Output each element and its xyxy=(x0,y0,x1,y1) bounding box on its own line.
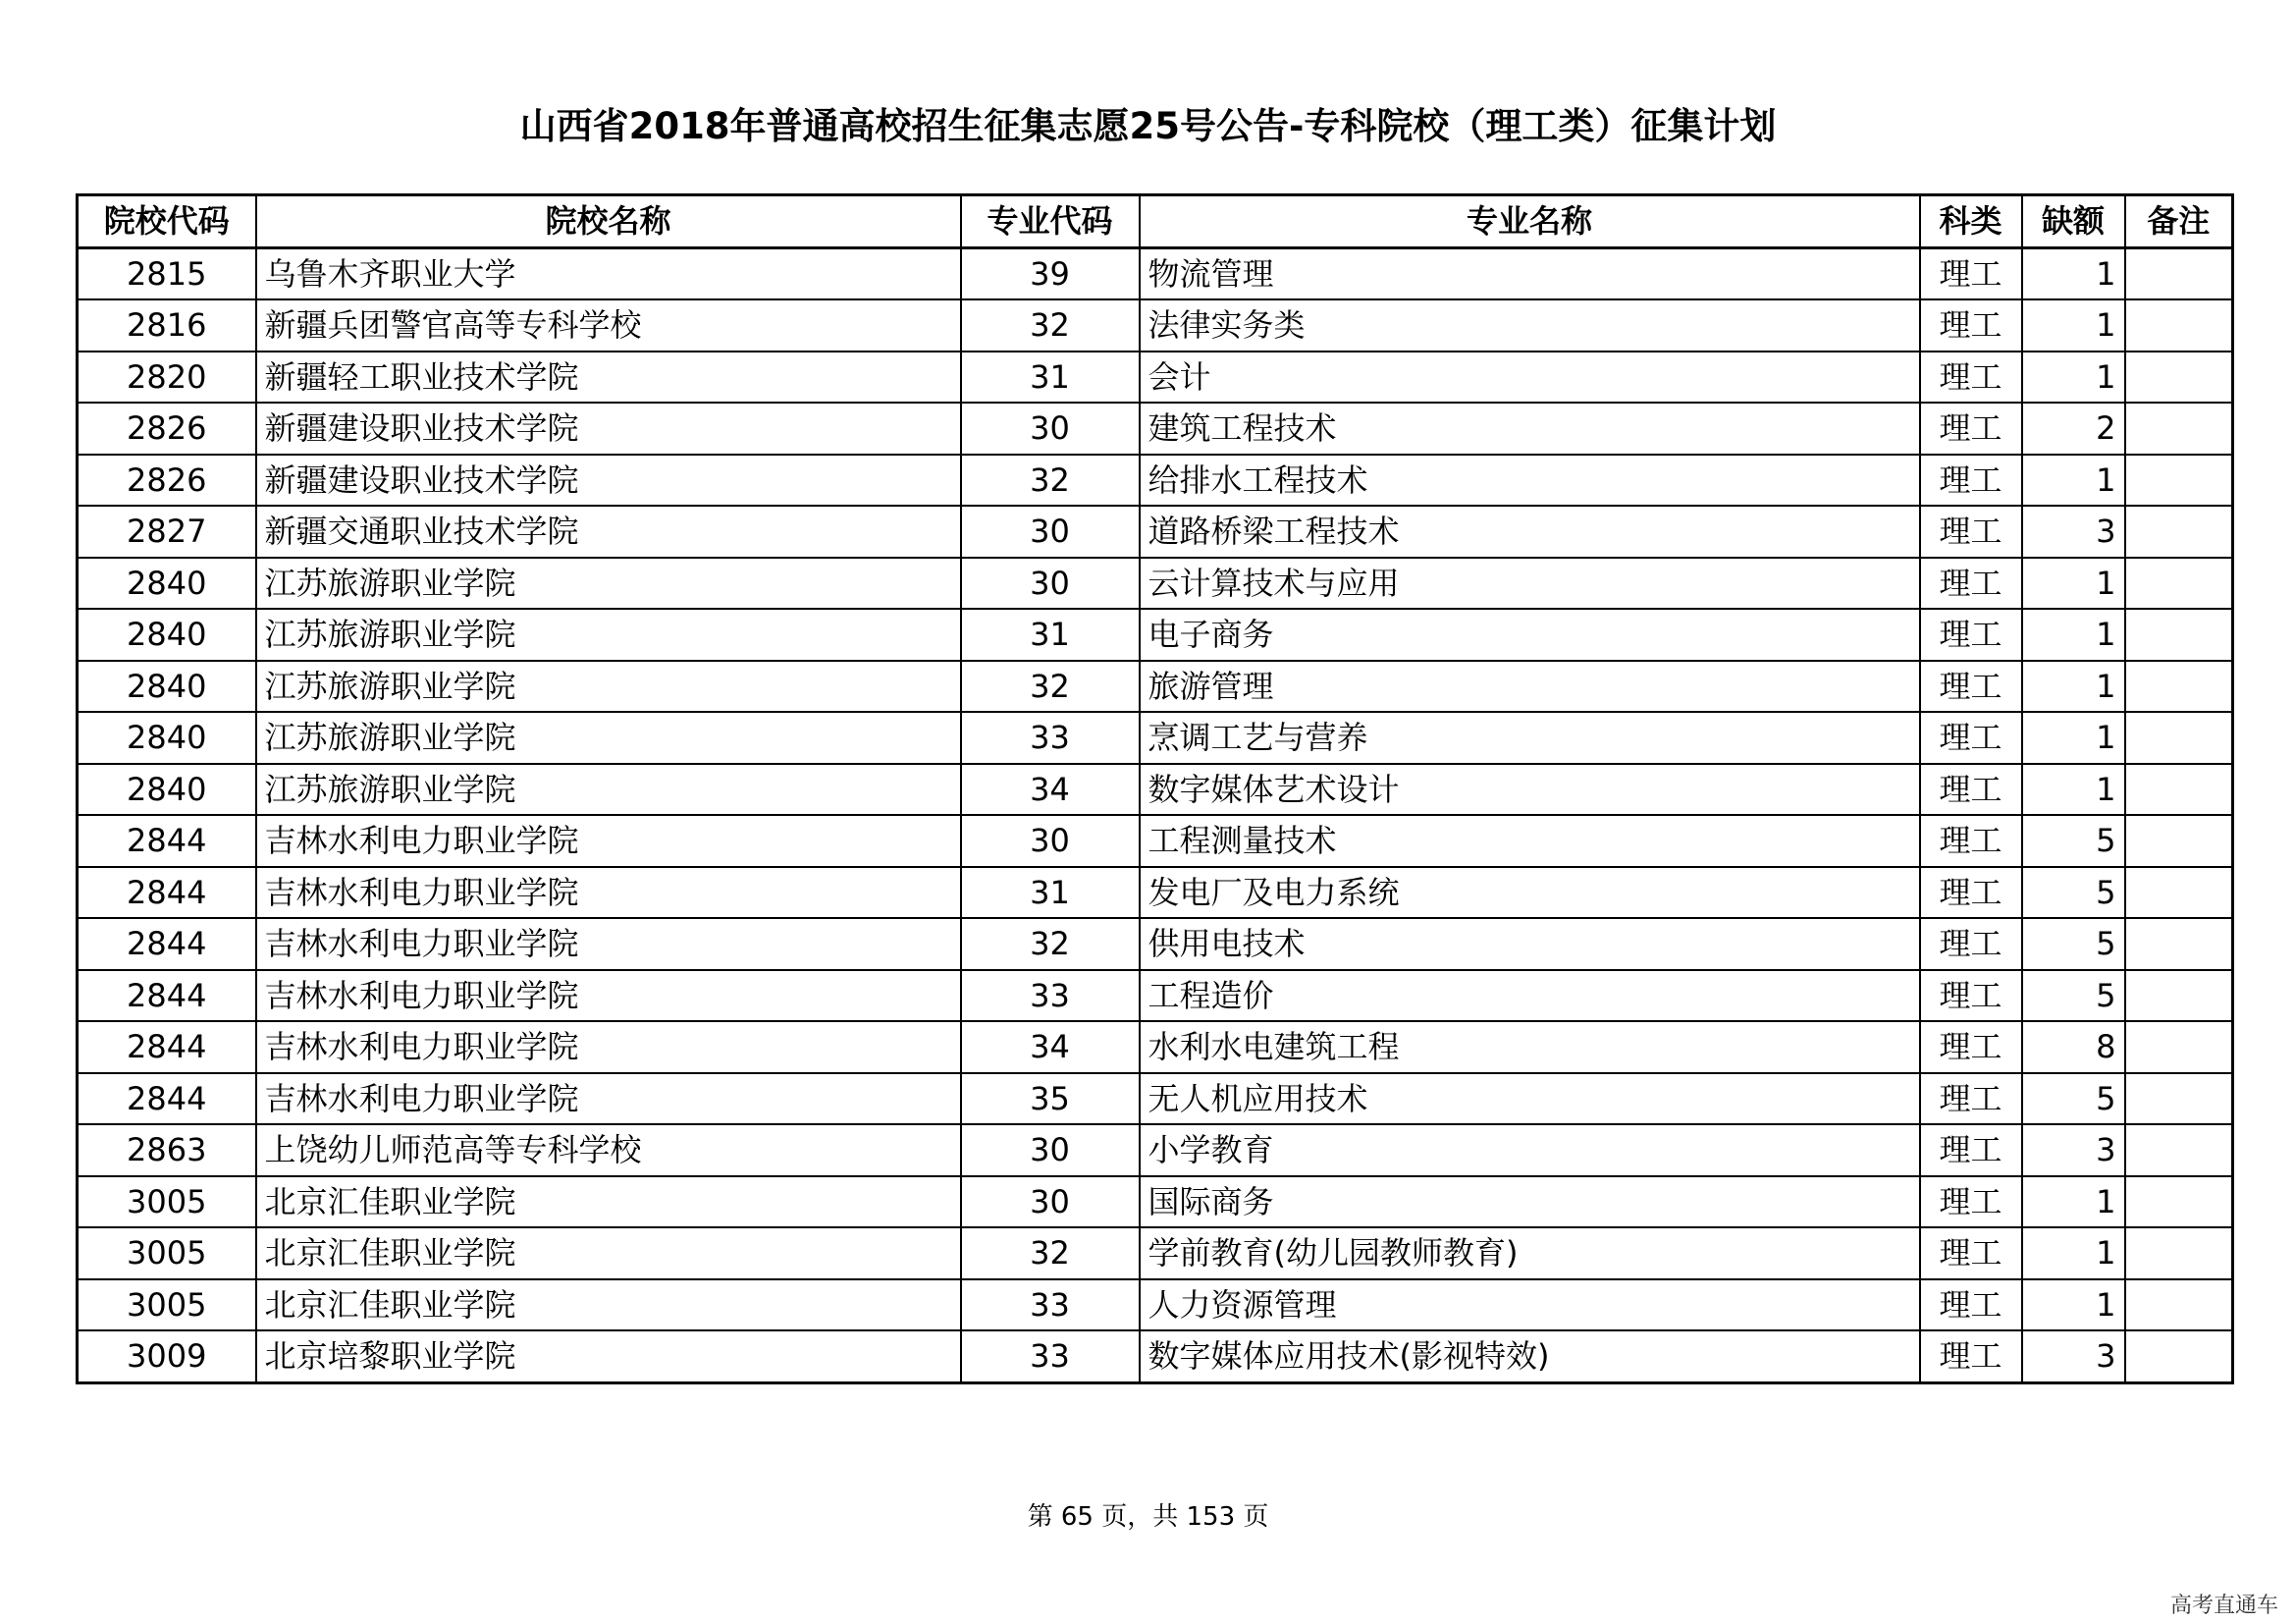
cell-school-code: 2840 xyxy=(78,661,256,713)
cell-school-code: 2827 xyxy=(78,506,256,558)
cell-school-code: 2816 xyxy=(78,299,256,352)
cell-remark xyxy=(2125,918,2233,970)
table-row xyxy=(78,455,2233,507)
cell-major-code: 30 xyxy=(961,558,1140,610)
cell-school-code: 3005 xyxy=(78,1176,256,1228)
table-row xyxy=(78,1073,2233,1125)
table-row xyxy=(78,815,2233,867)
cell-quota: 1 xyxy=(2022,1176,2125,1228)
table-row xyxy=(78,506,2233,558)
cell-school-code: 2826 xyxy=(78,403,256,455)
table-header-row xyxy=(78,195,2233,248)
header-major-name: 专业名称 xyxy=(1140,195,1920,248)
cell-category: 理工 xyxy=(1920,1279,2022,1331)
cell-school-name: 江苏旅游职业学院 xyxy=(256,712,961,764)
cell-quota: 5 xyxy=(2022,815,2125,867)
cell-quota: 1 xyxy=(2022,712,2125,764)
cell-school-name: 江苏旅游职业学院 xyxy=(256,558,961,610)
table-row xyxy=(78,247,2233,299)
cell-major-code: 31 xyxy=(961,609,1140,661)
cell-remark xyxy=(2125,1279,2233,1331)
cell-quota: 1 xyxy=(2022,352,2125,404)
header-school-name: 院校名称 xyxy=(256,195,961,248)
cell-category: 理工 xyxy=(1920,815,2022,867)
cell-category: 理工 xyxy=(1920,609,2022,661)
cell-school-code: 2844 xyxy=(78,815,256,867)
cell-major-name: 国际商务 xyxy=(1140,1176,1920,1228)
cell-remark xyxy=(2125,1124,2233,1176)
cell-quota: 5 xyxy=(2022,918,2125,970)
cell-major-name: 会计 xyxy=(1140,352,1920,404)
cell-school-code: 2840 xyxy=(78,558,256,610)
cell-category: 理工 xyxy=(1920,764,2022,816)
cell-remark xyxy=(2125,867,2233,919)
cell-major-name: 无人机应用技术 xyxy=(1140,1073,1920,1125)
header-quota: 缺额 xyxy=(2022,195,2125,248)
cell-quota: 1 xyxy=(2022,299,2125,352)
cell-remark xyxy=(2125,970,2233,1022)
cell-school-name: 吉林水利电力职业学院 xyxy=(256,867,961,919)
cell-quota: 3 xyxy=(2022,506,2125,558)
cell-school-name: 新疆兵团警官高等专科学校 xyxy=(256,299,961,352)
header-remark: 备注 xyxy=(2125,195,2233,248)
cell-remark xyxy=(2125,558,2233,610)
cell-quota: 1 xyxy=(2022,455,2125,507)
cell-quota: 1 xyxy=(2022,247,2125,299)
cell-remark xyxy=(2125,661,2233,713)
cell-school-name: 江苏旅游职业学院 xyxy=(256,661,961,713)
cell-major-code: 31 xyxy=(961,352,1140,404)
cell-major-name: 物流管理 xyxy=(1140,247,1920,299)
cell-school-code: 2820 xyxy=(78,352,256,404)
cell-major-code: 30 xyxy=(961,403,1140,455)
page-footer: 第 65 页，共 153 页 xyxy=(1027,1502,1269,1532)
cell-major-code: 39 xyxy=(961,247,1140,299)
cell-school-name: 江苏旅游职业学院 xyxy=(256,609,961,661)
cell-remark xyxy=(2125,299,2233,352)
cell-major-code: 32 xyxy=(961,1227,1140,1279)
cell-school-code: 2844 xyxy=(78,867,256,919)
cell-school-name: 北京汇佳职业学院 xyxy=(256,1227,961,1279)
table-row xyxy=(78,1279,2233,1331)
cell-major-code: 32 xyxy=(961,455,1140,507)
cell-major-code: 30 xyxy=(961,1124,1140,1176)
cell-major-name: 工程造价 xyxy=(1140,970,1920,1022)
cell-remark xyxy=(2125,403,2233,455)
cell-category: 理工 xyxy=(1920,918,2022,970)
page-title: 山西省2018年普通高校招生征集志愿25号公告-专科院校（理工类）征集计划 xyxy=(519,105,1777,147)
cell-school-code: 2826 xyxy=(78,455,256,507)
cell-quota: 3 xyxy=(2022,1330,2125,1382)
cell-category: 理工 xyxy=(1920,455,2022,507)
table-row xyxy=(78,1227,2233,1279)
cell-quota: 5 xyxy=(2022,1073,2125,1125)
cell-major-code: 30 xyxy=(961,506,1140,558)
cell-school-name: 北京汇佳职业学院 xyxy=(256,1279,961,1331)
cell-school-code: 2844 xyxy=(78,918,256,970)
cell-major-name: 人力资源管理 xyxy=(1140,1279,1920,1331)
table-row xyxy=(78,352,2233,404)
cell-major-name: 建筑工程技术 xyxy=(1140,403,1920,455)
cell-quota: 1 xyxy=(2022,609,2125,661)
cell-major-name: 学前教育(幼儿园教师教育) xyxy=(1140,1227,1920,1279)
cell-school-name: 吉林水利电力职业学院 xyxy=(256,815,961,867)
cell-category: 理工 xyxy=(1920,299,2022,352)
table-row xyxy=(78,558,2233,610)
cell-school-code: 2844 xyxy=(78,1021,256,1073)
cell-major-code: 32 xyxy=(961,299,1140,352)
cell-school-name: 新疆建设职业技术学院 xyxy=(256,403,961,455)
cell-category: 理工 xyxy=(1920,352,2022,404)
cell-category: 理工 xyxy=(1920,1227,2022,1279)
cell-school-code: 3005 xyxy=(78,1227,256,1279)
cell-remark xyxy=(2125,352,2233,404)
cell-remark xyxy=(2125,247,2233,299)
cell-school-name: 乌鲁木齐职业大学 xyxy=(256,247,961,299)
cell-major-name: 烹调工艺与营养 xyxy=(1140,712,1920,764)
cell-major-name: 数字媒体艺术设计 xyxy=(1140,764,1920,816)
table-row xyxy=(78,712,2233,764)
cell-school-name: 江苏旅游职业学院 xyxy=(256,764,961,816)
cell-category: 理工 xyxy=(1920,661,2022,713)
cell-category: 理工 xyxy=(1920,1176,2022,1228)
cell-remark xyxy=(2125,609,2233,661)
table-row xyxy=(78,1176,2233,1228)
cell-school-code: 3005 xyxy=(78,1279,256,1331)
cell-remark xyxy=(2125,712,2233,764)
cell-quota: 2 xyxy=(2022,403,2125,455)
cell-major-name: 小学教育 xyxy=(1140,1124,1920,1176)
cell-major-name: 水利水电建筑工程 xyxy=(1140,1021,1920,1073)
cell-major-code: 34 xyxy=(961,1021,1140,1073)
table-row xyxy=(78,403,2233,455)
cell-school-name: 吉林水利电力职业学院 xyxy=(256,1021,961,1073)
cell-major-name: 电子商务 xyxy=(1140,609,1920,661)
table-row xyxy=(78,299,2233,352)
cell-major-name: 云计算技术与应用 xyxy=(1140,558,1920,610)
cell-major-name: 旅游管理 xyxy=(1140,661,1920,713)
cell-school-name: 新疆交通职业技术学院 xyxy=(256,506,961,558)
cell-quota: 1 xyxy=(2022,661,2125,713)
cell-remark xyxy=(2125,1330,2233,1382)
cell-school-code: 2840 xyxy=(78,764,256,816)
cell-quota: 5 xyxy=(2022,970,2125,1022)
cell-category: 理工 xyxy=(1920,1124,2022,1176)
table-row xyxy=(78,1124,2233,1176)
cell-school-name: 新疆建设职业技术学院 xyxy=(256,455,961,507)
cell-category: 理工 xyxy=(1920,1021,2022,1073)
cell-quota: 8 xyxy=(2022,1021,2125,1073)
cell-remark xyxy=(2125,815,2233,867)
cell-category: 理工 xyxy=(1920,970,2022,1022)
cell-quota: 1 xyxy=(2022,558,2125,610)
cell-quota: 3 xyxy=(2022,1124,2125,1176)
cell-major-name: 发电厂及电力系统 xyxy=(1140,867,1920,919)
cell-major-code: 32 xyxy=(961,661,1140,713)
cell-major-code: 35 xyxy=(961,1073,1140,1125)
cell-category: 理工 xyxy=(1920,506,2022,558)
cell-school-name: 上饶幼儿师范高等专科学校 xyxy=(256,1124,961,1176)
cell-school-name: 吉林水利电力职业学院 xyxy=(256,1073,961,1125)
cell-category: 理工 xyxy=(1920,712,2022,764)
cell-quota: 1 xyxy=(2022,1227,2125,1279)
cell-remark xyxy=(2125,764,2233,816)
cell-major-name: 数字媒体应用技术(影视特效) xyxy=(1140,1330,1920,1382)
cell-major-name: 供用电技术 xyxy=(1140,918,1920,970)
table-body xyxy=(78,247,2233,1382)
cell-remark xyxy=(2125,506,2233,558)
cell-major-name: 道路桥梁工程技术 xyxy=(1140,506,1920,558)
header-category: 科类 xyxy=(1920,195,2022,248)
cell-school-code: 2844 xyxy=(78,970,256,1022)
cell-quota: 1 xyxy=(2022,1279,2125,1331)
header-school-code: 院校代码 xyxy=(78,195,256,248)
cell-major-code: 31 xyxy=(961,867,1140,919)
cell-category: 理工 xyxy=(1920,558,2022,610)
cell-school-code: 2844 xyxy=(78,1073,256,1125)
cell-major-code: 33 xyxy=(961,712,1140,764)
cell-category: 理工 xyxy=(1920,1330,2022,1382)
table-row xyxy=(78,918,2233,970)
cell-school-code: 3009 xyxy=(78,1330,256,1382)
cell-major-code: 34 xyxy=(961,764,1140,816)
cell-remark xyxy=(2125,455,2233,507)
cell-school-name: 北京汇佳职业学院 xyxy=(256,1176,961,1228)
cell-school-code: 2840 xyxy=(78,712,256,764)
table-row xyxy=(78,609,2233,661)
table-row xyxy=(78,764,2233,816)
cell-category: 理工 xyxy=(1920,247,2022,299)
header-major-code: 专业代码 xyxy=(961,195,1140,248)
table-row xyxy=(78,1021,2233,1073)
cell-major-code: 30 xyxy=(961,815,1140,867)
cell-quota: 1 xyxy=(2022,764,2125,816)
cell-school-name: 新疆轻工职业技术学院 xyxy=(256,352,961,404)
cell-major-name: 工程测量技术 xyxy=(1140,815,1920,867)
cell-remark xyxy=(2125,1021,2233,1073)
cell-remark xyxy=(2125,1176,2233,1228)
cell-school-code: 2863 xyxy=(78,1124,256,1176)
cell-remark xyxy=(2125,1073,2233,1125)
cell-major-name: 给排水工程技术 xyxy=(1140,455,1920,507)
cell-quota: 5 xyxy=(2022,867,2125,919)
table-row xyxy=(78,867,2233,919)
cell-category: 理工 xyxy=(1920,867,2022,919)
cell-school-name: 吉林水利电力职业学院 xyxy=(256,970,961,1022)
cell-category: 理工 xyxy=(1920,1073,2022,1125)
cell-major-code: 33 xyxy=(961,970,1140,1022)
cell-school-code: 2840 xyxy=(78,609,256,661)
enrollment-plan-table xyxy=(76,193,2234,1384)
cell-major-code: 33 xyxy=(961,1330,1140,1382)
cell-school-name: 北京培黎职业学院 xyxy=(256,1330,961,1382)
cell-major-code: 33 xyxy=(961,1279,1140,1331)
table-row xyxy=(78,1330,2233,1382)
cell-major-name: 法律实务类 xyxy=(1140,299,1920,352)
cell-school-code: 2815 xyxy=(78,247,256,299)
table-row xyxy=(78,661,2233,713)
cell-major-code: 32 xyxy=(961,918,1140,970)
cell-major-code: 30 xyxy=(961,1176,1140,1228)
watermark: 高考直通车 xyxy=(2169,1594,2278,1618)
cell-remark xyxy=(2125,1227,2233,1279)
cell-category: 理工 xyxy=(1920,403,2022,455)
table-row xyxy=(78,970,2233,1022)
cell-school-name: 吉林水利电力职业学院 xyxy=(256,918,961,970)
